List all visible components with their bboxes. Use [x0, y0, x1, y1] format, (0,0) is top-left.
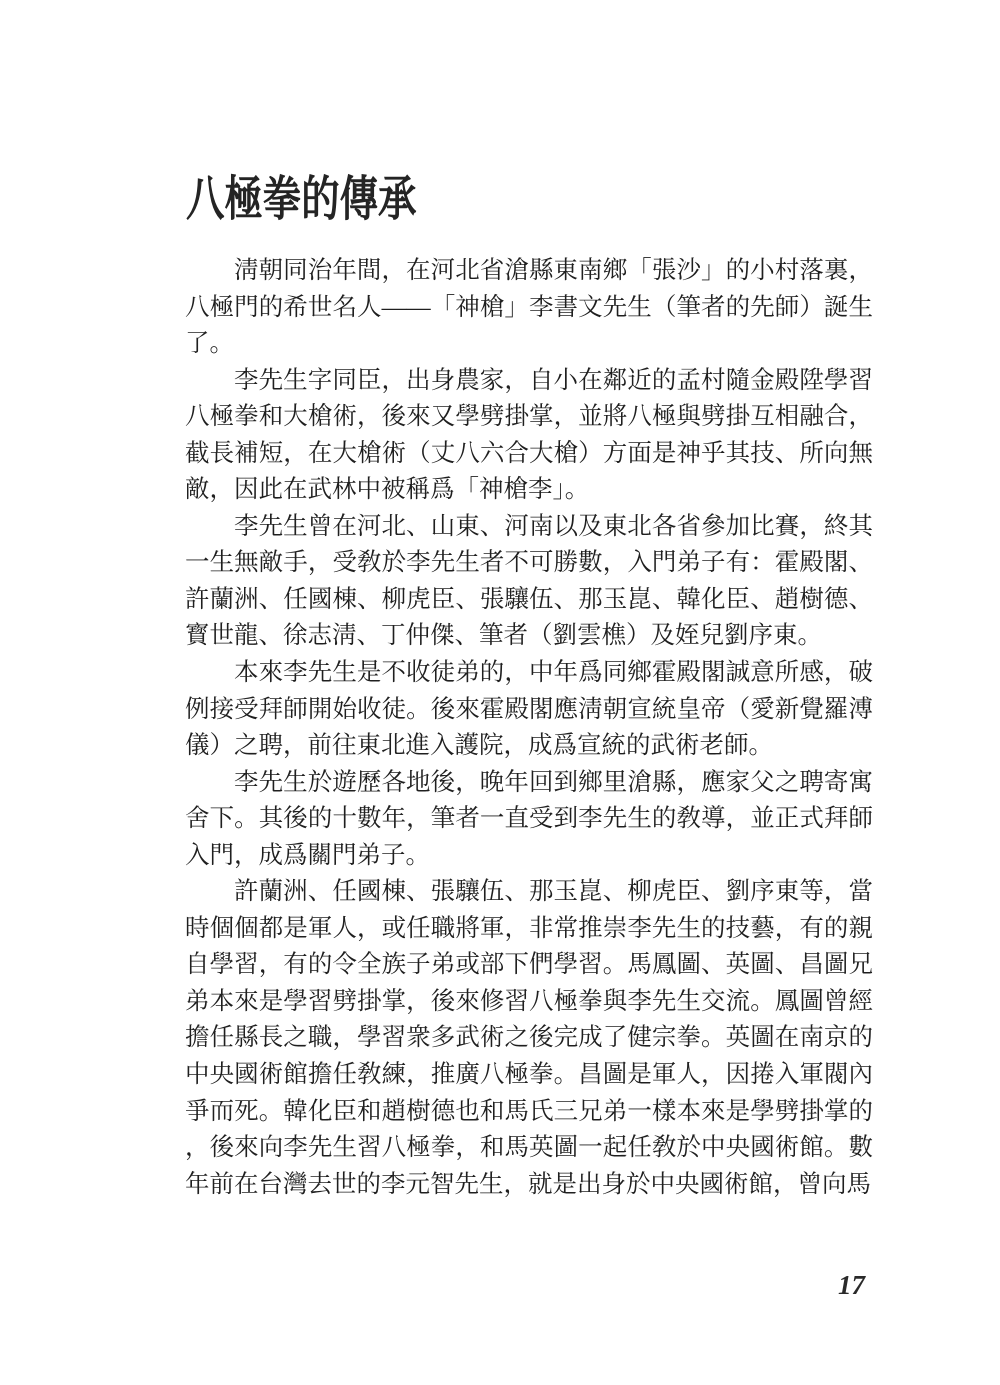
body-text	[185, 253, 873, 1203]
page-number: 17	[838, 1270, 865, 1300]
paragraph-3: 李先生曾在河北、山東、河南以及東北各省參加比賽，終其一生無敵手，受敎於李先生者不可勝數，入門弟子有：霍殿閣、許蘭洲、任國棟、柳虎臣、張驤伍、那玉崑、韓化臣、趙樹德、寳世龍、徐志淸、丁仲傑、筆者（劉雲樵）及姪兒劉序東。	[185, 512, 873, 650]
paragraph-4: 本來李先生是不收徒弟的，中年爲同鄉霍殿閣誠意所感，破例接受拜師開始收徒。後來霍殿閣應淸朝宣統皇帝（愛新覺羅溥儀）之聘，前往東北進入護院，成爲宣統的武術老師。	[185, 659, 873, 760]
paragraph-2: 李先生字同臣，出身農家，自小在鄰近的孟村隨金殿陞學習八極拳和大槍術，後來又學劈掛掌，並將八極與劈掛互相融合，截長補短，在大槍術（丈八六合大槍）方面是神乎其技、所向無敵，因此在武林中被稱爲「神槍李」。	[185, 366, 873, 504]
paragraph-5: 李先生於遊歷各地後，晚年回到鄉里滄縣，應家父之聘寄寓舍下。其後的十數年，筆者一直受到李先生的敎導，並正式拜師入門，成爲關門弟子。	[185, 768, 873, 869]
paragraph-6: 許蘭洲、任國棟、張驤伍、那玉崑、柳虎臣、劉序東等，當時個個都是軍人，或任職將軍，非常推崇李先生的技藝，有的親自學習，有的令全族子弟或部下們學習。馬鳳圖、英圖、昌圖兄弟本來是學習劈掛掌，後來修習八極拳與李先生交流。鳳圖曾經擔任縣長之職，學習衆多武術之後完成了健宗拳。英圖在南京的中央國術館擔任敎練，推廣八極拳。昌圖是軍人，因捲入軍閥內爭而死。韓化臣和趙樹德也和馬氏三兄弟一樣本來是學劈掛掌的，後來向李先生習八極拳，和馬英圖一起任敎於中央國術館。數年前在台灣去世的李元智先生，就是出身於中央國術館，曾向馬	[185, 878, 873, 1198]
chapter-title: 八極拳的傳承	[186, 173, 417, 226]
paragraph-1: 淸朝同治年間，在河北省滄縣東南鄉「張沙」的小村落裏，八極門的希世名人——「神槍」李書文先生（筆者的先師）誕生了。	[185, 257, 873, 358]
